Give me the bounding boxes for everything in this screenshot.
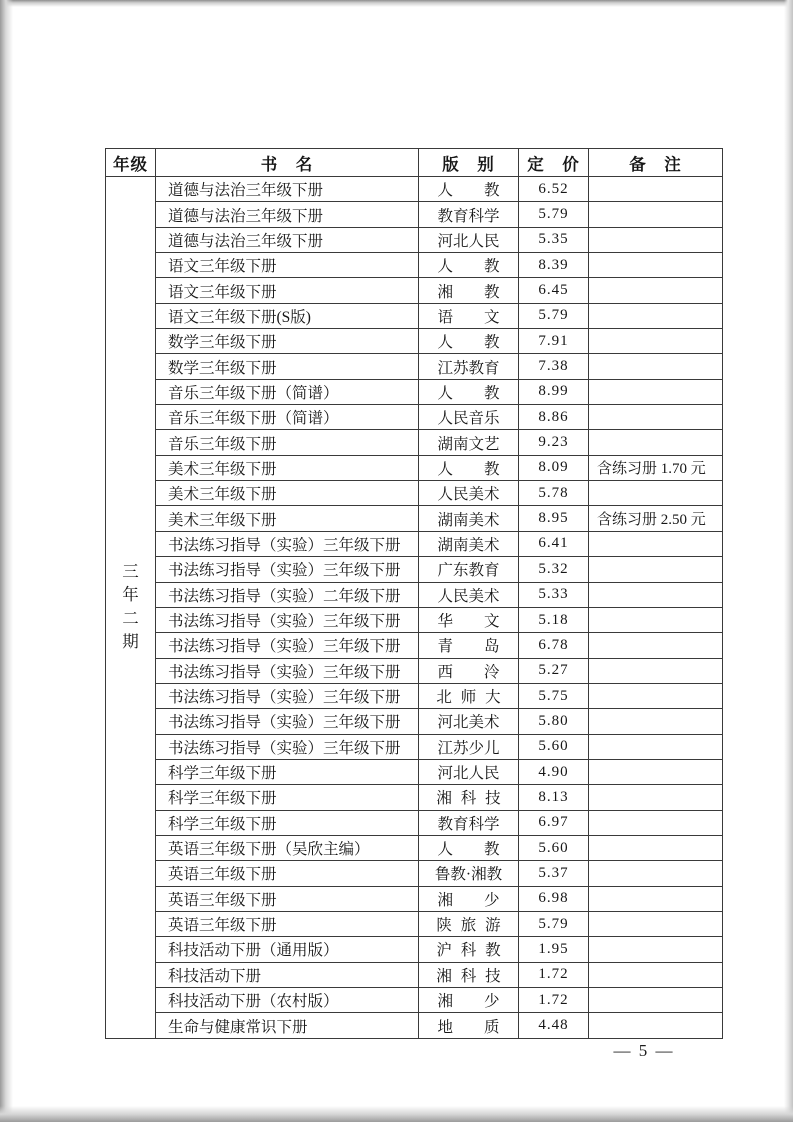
publisher-cell: 江苏少儿	[419, 734, 519, 759]
scan-edge-right	[784, 0, 793, 1122]
publisher-cell: 鲁教·湘教	[419, 861, 519, 886]
publisher-cell: 人 教	[419, 835, 519, 860]
price-cell: 4.48	[519, 1013, 589, 1038]
page-number: — 5 —	[613, 1041, 675, 1060]
publisher-cell: 湖南美术	[419, 531, 519, 556]
header-grade: 年级	[106, 149, 156, 177]
note-cell	[589, 481, 723, 506]
table-row	[106, 177, 723, 202]
note-cell	[589, 354, 723, 379]
table-row	[106, 607, 723, 632]
table-row	[106, 911, 723, 936]
note-cell	[589, 582, 723, 607]
note-cell	[589, 607, 723, 632]
note-cell	[589, 405, 723, 430]
price-cell: 1.72	[519, 988, 589, 1013]
price-cell: 9.23	[519, 430, 589, 455]
price-cell: 7.38	[519, 354, 589, 379]
book-name-cell: 科学三年级下册	[156, 759, 419, 784]
publisher-cell: 湘 少	[419, 886, 519, 911]
book-name-cell: 语文三年级下册	[156, 253, 419, 278]
book-name-cell: 道德与法治三年级下册	[156, 177, 419, 202]
grade-label-char: 三	[122, 561, 139, 581]
publisher-cell: 地 质	[419, 1013, 519, 1038]
publisher-cell: 湖南美术	[419, 506, 519, 531]
book-name-cell: 科技活动下册	[156, 962, 419, 987]
grade-label	[106, 561, 155, 652]
publisher-cell: 河北人民	[419, 759, 519, 784]
book-name-cell: 美术三年级下册	[156, 481, 419, 506]
publisher-cell: 湖南文艺	[419, 430, 519, 455]
note-cell	[589, 734, 723, 759]
publisher-cell: 陕 旅 游	[419, 911, 519, 936]
publisher-cell: 沪 科 教	[419, 937, 519, 962]
textbook-price-table	[105, 148, 723, 1039]
publisher-cell: 人民美术	[419, 582, 519, 607]
book-name-cell: 道德与法治三年级下册	[156, 202, 419, 227]
publisher-cell: 青 岛	[419, 633, 519, 658]
note-cell	[589, 886, 723, 911]
price-cell: 5.18	[519, 607, 589, 632]
publisher-cell: 湘 科 技	[419, 785, 519, 810]
table-row	[106, 683, 723, 708]
note-cell	[589, 861, 723, 886]
note-cell	[589, 683, 723, 708]
price-cell: 5.35	[519, 227, 589, 252]
price-cell: 1.72	[519, 962, 589, 987]
publisher-cell: 广东教育	[419, 557, 519, 582]
price-cell: 5.60	[519, 734, 589, 759]
table-row	[106, 202, 723, 227]
table-row	[106, 253, 723, 278]
note-cell	[589, 785, 723, 810]
table-row	[106, 785, 723, 810]
publisher-cell: 湘 科 技	[419, 962, 519, 987]
note-cell	[589, 379, 723, 404]
table-row	[106, 734, 723, 759]
publisher-cell: 北 师 大	[419, 683, 519, 708]
price-cell: 8.13	[519, 785, 589, 810]
book-name-cell: 英语三年级下册	[156, 886, 419, 911]
note-cell: 含练习册 2.50 元	[589, 506, 723, 531]
price-cell: 6.78	[519, 633, 589, 658]
table-row	[106, 379, 723, 404]
header-publisher: 版 别	[419, 149, 519, 177]
book-name-cell: 科技活动下册（农村版）	[156, 988, 419, 1013]
publisher-cell: 教育科学	[419, 810, 519, 835]
book-name-cell: 书法练习指导（实验）三年级下册	[156, 531, 419, 556]
price-cell: 5.37	[519, 861, 589, 886]
book-name-cell: 数学三年级下册	[156, 329, 419, 354]
note-cell	[589, 430, 723, 455]
table-row	[106, 658, 723, 683]
note-cell	[589, 988, 723, 1013]
table-row	[106, 1013, 723, 1038]
book-name-cell: 书法练习指导（实验）二年级下册	[156, 582, 419, 607]
table-row	[106, 354, 723, 379]
price-cell: 6.41	[519, 531, 589, 556]
table-row	[106, 633, 723, 658]
publisher-cell: 华 文	[419, 607, 519, 632]
note-cell	[589, 937, 723, 962]
price-cell: 8.95	[519, 506, 589, 531]
price-cell: 1.95	[519, 937, 589, 962]
price-cell: 5.79	[519, 303, 589, 328]
header-book-name: 书 名	[156, 149, 419, 177]
book-name-cell: 书法练习指导（实验）三年级下册	[156, 658, 419, 683]
table-row	[106, 227, 723, 252]
table-row	[106, 329, 723, 354]
table-row	[106, 861, 723, 886]
price-cell: 7.91	[519, 329, 589, 354]
price-cell: 5.27	[519, 658, 589, 683]
table-row	[106, 582, 723, 607]
grade-label-char: 期	[122, 632, 139, 652]
note-cell	[589, 1013, 723, 1038]
table-row	[106, 759, 723, 784]
book-name-cell: 书法练习指导（实验）三年级下册	[156, 607, 419, 632]
table-row	[106, 506, 723, 531]
book-name-cell: 科学三年级下册	[156, 810, 419, 835]
publisher-cell: 河北美术	[419, 709, 519, 734]
book-name-cell: 英语三年级下册	[156, 911, 419, 936]
price-cell: 5.32	[519, 557, 589, 582]
price-cell: 8.09	[519, 455, 589, 480]
table-row	[106, 405, 723, 430]
book-name-cell: 音乐三年级下册（简谱）	[156, 405, 419, 430]
table-row	[106, 557, 723, 582]
publisher-cell: 人民美术	[419, 481, 519, 506]
book-name-cell: 书法练习指导（实验）三年级下册	[156, 557, 419, 582]
publisher-cell: 人 教	[419, 329, 519, 354]
table-row	[106, 278, 723, 303]
price-cell: 4.90	[519, 759, 589, 784]
price-cell: 5.80	[519, 709, 589, 734]
price-cell: 5.33	[519, 582, 589, 607]
note-cell	[589, 709, 723, 734]
note-cell	[589, 557, 723, 582]
price-cell: 6.45	[519, 278, 589, 303]
note-cell	[589, 278, 723, 303]
table-row	[106, 430, 723, 455]
table-row	[106, 303, 723, 328]
price-cell: 6.52	[519, 177, 589, 202]
header-note: 备 注	[589, 149, 723, 177]
note-cell	[589, 759, 723, 784]
book-name-cell: 英语三年级下册（吴欣主编）	[156, 835, 419, 860]
note-cell	[589, 253, 723, 278]
note-cell	[589, 531, 723, 556]
publisher-cell: 人 教	[419, 253, 519, 278]
book-name-cell: 英语三年级下册	[156, 861, 419, 886]
note-cell	[589, 658, 723, 683]
price-cell: 6.98	[519, 886, 589, 911]
publisher-cell: 河北人民	[419, 227, 519, 252]
table-row	[106, 937, 723, 962]
note-cell	[589, 303, 723, 328]
publisher-cell: 江苏教育	[419, 354, 519, 379]
price-cell: 8.99	[519, 379, 589, 404]
table-header-row	[106, 149, 723, 177]
note-cell	[589, 177, 723, 202]
table-row	[106, 481, 723, 506]
book-name-cell: 书法练习指导（实验）三年级下册	[156, 633, 419, 658]
table-row	[106, 886, 723, 911]
table-row	[106, 962, 723, 987]
book-name-cell: 美术三年级下册	[156, 506, 419, 531]
table-row	[106, 709, 723, 734]
book-name-cell: 数学三年级下册	[156, 354, 419, 379]
note-cell	[589, 227, 723, 252]
publisher-cell: 湘 教	[419, 278, 519, 303]
publisher-cell: 语 文	[419, 303, 519, 328]
grade-cell	[106, 177, 156, 1039]
publisher-cell: 西 泠	[419, 658, 519, 683]
publisher-cell: 湘 少	[419, 988, 519, 1013]
note-cell	[589, 962, 723, 987]
book-name-cell: 美术三年级下册	[156, 455, 419, 480]
book-name-cell: 科技活动下册（通用版）	[156, 937, 419, 962]
table-row	[106, 531, 723, 556]
price-cell: 8.86	[519, 405, 589, 430]
book-name-cell: 语文三年级下册	[156, 278, 419, 303]
price-cell: 5.79	[519, 911, 589, 936]
note-cell	[589, 911, 723, 936]
scan-edge-top	[0, 0, 793, 7]
price-cell: 5.75	[519, 683, 589, 708]
table-row	[106, 988, 723, 1013]
note-cell	[589, 810, 723, 835]
book-name-cell: 生命与健康常识下册	[156, 1013, 419, 1038]
publisher-cell: 人 教	[419, 379, 519, 404]
publisher-cell: 人民音乐	[419, 405, 519, 430]
grade-label-char: 二	[122, 608, 139, 628]
header-price: 定 价	[519, 149, 589, 177]
table-row	[106, 835, 723, 860]
publisher-cell: 人 教	[419, 177, 519, 202]
book-name-cell: 书法练习指导（实验）三年级下册	[156, 709, 419, 734]
note-cell	[589, 835, 723, 860]
book-name-cell: 音乐三年级下册（简谱）	[156, 379, 419, 404]
grade-label-char: 年	[122, 585, 139, 605]
note-cell	[589, 329, 723, 354]
note-cell	[589, 202, 723, 227]
note-cell: 含练习册 1.70 元	[589, 455, 723, 480]
book-name-cell: 书法练习指导（实验）三年级下册	[156, 683, 419, 708]
price-cell: 5.60	[519, 835, 589, 860]
book-name-cell: 书法练习指导（实验）三年级下册	[156, 734, 419, 759]
table-row	[106, 810, 723, 835]
book-name-cell: 科学三年级下册	[156, 785, 419, 810]
scan-edge-bottom	[0, 1106, 793, 1122]
book-name-cell: 音乐三年级下册	[156, 430, 419, 455]
note-cell	[589, 633, 723, 658]
price-cell: 6.97	[519, 810, 589, 835]
price-cell: 8.39	[519, 253, 589, 278]
book-name-cell: 道德与法治三年级下册	[156, 227, 419, 252]
book-name-cell: 语文三年级下册(S版)	[156, 303, 419, 328]
scan-edge-left	[0, 0, 13, 1122]
publisher-cell: 人 教	[419, 455, 519, 480]
price-cell: 5.79	[519, 202, 589, 227]
table-row	[106, 455, 723, 480]
price-cell: 5.78	[519, 481, 589, 506]
publisher-cell: 教育科学	[419, 202, 519, 227]
